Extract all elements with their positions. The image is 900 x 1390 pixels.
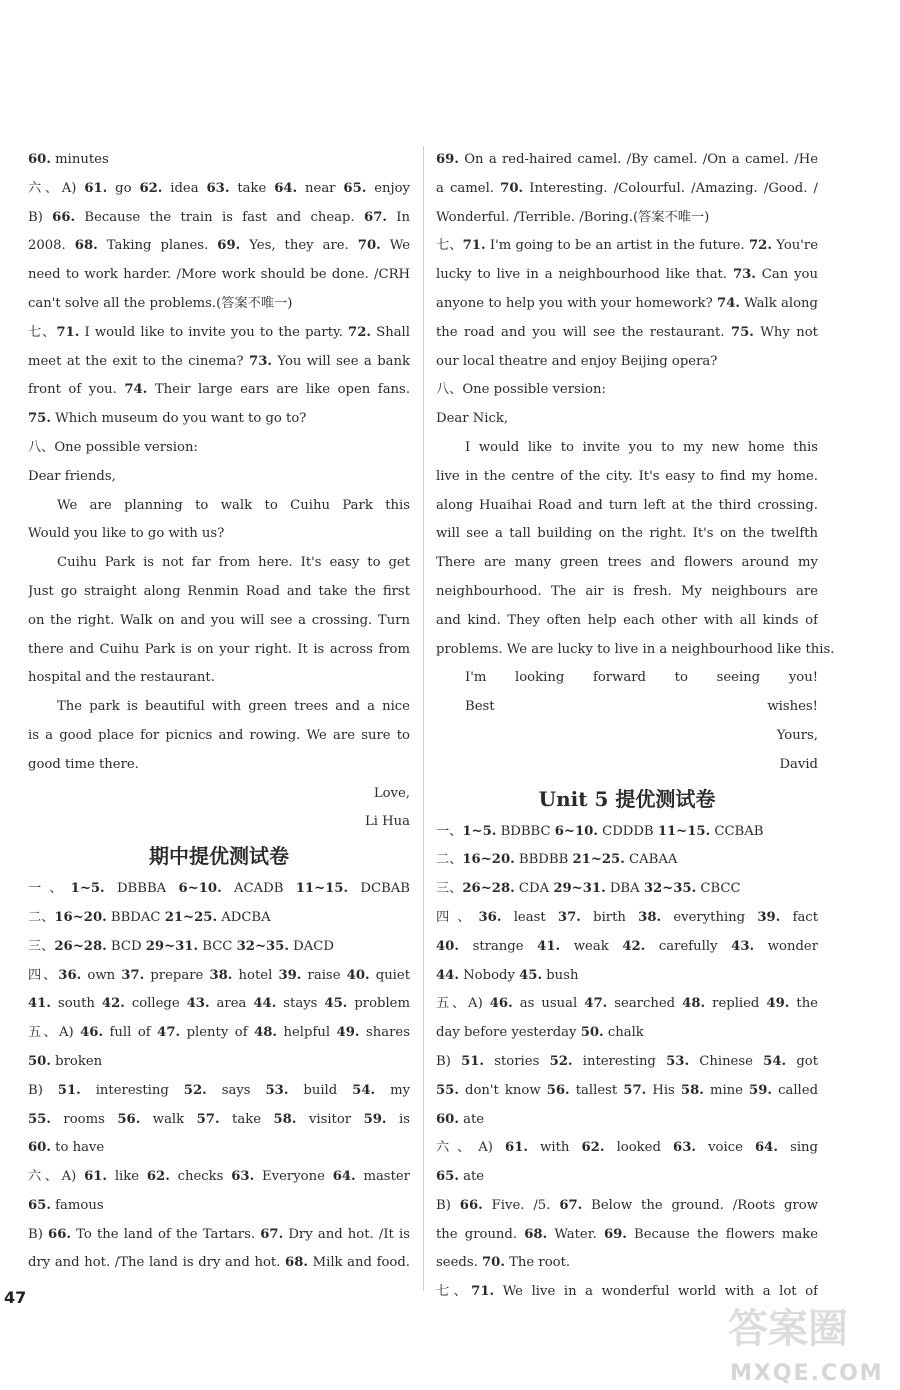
text-line: 41. south 42. college 43. area 44. stays 45. problem <box>28 996 410 1012</box>
left-answers-midterm <box>28 875 410 1278</box>
text-line: dry and hot. /The land is dry and hot. 68. Milk and food. <box>28 1255 410 1271</box>
text-line: our local theatre and enjoy Beijing opera? <box>436 353 718 369</box>
text-line: 一、1~5. BDBBC 6~10. CDDDB 11~15. CCBAB <box>436 823 764 839</box>
text-line: 二、16~20. BBDBB 21~25. CABAA <box>436 852 678 868</box>
text-line: can't solve all the problems.(答案不唯一) <box>28 295 293 311</box>
text-line: 六、A) 61. go 62. idea 63. take 64. near 65. enjoy <box>28 180 410 196</box>
text-line: 五、A) 46. as usual 47. searched 48. replied 49. the <box>436 996 818 1012</box>
text-line: B) 66. Because the train is fast and cheap. 67. In <box>28 209 410 225</box>
text-line: anyone to help you with your homework? 74. Walk along <box>436 295 818 311</box>
text-line: The park is beautiful with green trees and a nice <box>57 699 410 715</box>
left-answers-top <box>28 146 410 837</box>
text-line: 55. rooms 56. walk 57. take 58. visitor 59. is <box>28 1111 410 1127</box>
text-line: 65. famous <box>28 1197 104 1213</box>
text-line: 八、One possible version: <box>28 439 198 455</box>
section-title-midterm: 期中提优测试卷 <box>149 844 289 869</box>
text-line: I would like to invite you to my new home this <box>465 439 818 455</box>
text-line: along Huaihai Road and turn left at the third crossing. <box>436 497 818 513</box>
text-line: is a good place for picnics and rowing. We are sure to <box>28 727 410 743</box>
text-line: B) 51. interesting 52. says 53. build 54. my <box>28 1082 410 1098</box>
text-line: Best wishes! <box>465 699 818 715</box>
text-line: 七、71. I would like to invite you to the party. 72. Shall <box>28 324 410 340</box>
text-line: 七、71. I'm going to be an artist in the future. 72. You're <box>436 238 818 254</box>
text-line: 55. don't know 56. tallest 57. His 58. mine 59. called <box>436 1082 818 1098</box>
text-line: 44. Nobody 45. bush <box>436 967 579 983</box>
watermark-logo <box>726 1302 896 1386</box>
text-line: 60. minutes <box>28 152 109 167</box>
text-line: the road and you will see the restaurant. 75. Why not <box>436 324 818 340</box>
text-line: 四、36. least 37. birth 38. everything 39. fact <box>436 909 818 925</box>
text-line: 75. Which museum do you want to go to? <box>28 411 307 427</box>
text-line: lucky to live in a neighbourhood like that. 73. Can you <box>436 267 818 283</box>
text-line: 60. to have <box>28 1140 105 1156</box>
text-line: 40. strange 41. weak 42. carefully 43. wonder <box>436 938 818 954</box>
text-line: need to work harder. /More work should be done. /CRH <box>28 267 410 283</box>
text-line: 69. On a red-haired camel. /By camel. /On a camel. /He <box>436 152 818 167</box>
text-line: problems. We are lucky to live in a neighbourhood like this. <box>436 641 835 657</box>
text-line: hospital and the restaurant. <box>28 670 215 686</box>
text-line: 四、36. own 37. prepare 38. hotel 39. raise 40. quiet <box>28 967 410 983</box>
text-line: 六、A) 61. like 62. checks 63. Everyone 64. master <box>28 1169 410 1185</box>
watermark-text: 答案圈 <box>728 1306 848 1352</box>
text-line: B) 51. stories 52. interesting 53. Chinese 54. got <box>436 1053 818 1069</box>
text-line: front of you. 74. Their large ears are like open fans. <box>28 382 410 398</box>
text-line: 一、1~5. DBBBA 6~10. ACADB 11~15. DCBAB <box>28 881 410 897</box>
section-title-unit5: Unit 5 提优测试卷 <box>538 786 716 811</box>
left-column <box>28 146 410 1278</box>
page-number: 47 <box>4 1288 27 1307</box>
text-line: 五、A) 46. full of 47. plenty of 48. helpful 49. shares <box>28 1025 410 1041</box>
right-answers-top <box>436 146 835 780</box>
text-line: B) 66. Five. /5. 67. Below the ground. /Roots grow <box>436 1197 818 1213</box>
text-line: will see a tall building on the right. It's on the twelfth <box>436 526 818 542</box>
text-line: day before yesterday 50. chalk <box>436 1025 644 1041</box>
text-line: B) 66. To the land of the Tartars. 67. Dry and hot. /It is <box>28 1226 410 1242</box>
text-line: good time there. <box>28 756 139 772</box>
text-line: Yours, <box>776 727 818 743</box>
text-line: Li Hua <box>364 814 410 830</box>
text-line: We are planning to walk to Cuihu Park this <box>57 497 410 513</box>
text-line: Love, <box>373 785 410 801</box>
right-answers-unit5 <box>436 818 818 1308</box>
text-line: a camel. 70. Interesting. /Colourful. /Amazing. /Good. / <box>436 180 818 196</box>
text-line: seeds. 70. The root. <box>436 1255 571 1271</box>
text-line: Wonderful. /Terrible. /Boring.(答案不唯一) <box>436 209 710 225</box>
text-line: Would you like to go with us? <box>28 526 225 542</box>
text-line: David <box>779 756 818 772</box>
text-line: neighbourhood. The air is fresh. My neighbours are <box>436 583 818 599</box>
text-line: Just go straight along Renmin Road and take the first <box>28 583 410 599</box>
text-line: 50. broken <box>28 1053 103 1069</box>
right-column <box>436 146 835 1307</box>
text-line: and kind. They often help each other with all kinds of <box>436 612 818 628</box>
column-divider <box>423 146 424 1291</box>
text-line: live in the centre of the city. It's easy to find my home. <box>436 468 818 484</box>
text-line: the ground. 68. Water. 69. Because the flowers make <box>436 1226 818 1242</box>
text-line: Dear friends, <box>28 468 116 484</box>
watermark-url: MXQE.COM <box>730 1361 884 1386</box>
text-line: 三、26~28. CDA 29~31. DBA 32~35. CBCC <box>436 881 741 897</box>
text-line: Cuihu Park is not far from here. It's easy to get <box>57 555 410 571</box>
text-line: I'm looking forward to seeing you! <box>465 670 818 686</box>
text-line: there and Cuihu Park is on your right. It is across from <box>28 641 410 657</box>
text-line: There are many green trees and flowers around my <box>436 555 818 571</box>
text-line: 八、One possible version: <box>436 382 606 398</box>
text-line: meet at the exit to the cinema? 73. You will see a bank <box>28 353 410 369</box>
text-line: Dear Nick, <box>436 411 509 427</box>
text-line: 三、26~28. BCD 29~31. BCC 32~35. DACD <box>28 938 334 954</box>
text-line: on the right. Walk on and you will see a crossing. Turn <box>28 612 410 628</box>
text-line: 65. ate <box>436 1169 485 1185</box>
text-line: 2008. 68. Taking planes. 69. Yes, they are. 70. We <box>28 238 410 254</box>
text-line: 二、16~20. BBDAC 21~25. ADCBA <box>28 909 271 925</box>
text-line: 七、71. We live in a wonderful world with a lot of <box>436 1284 818 1300</box>
text-line: 六、A) 61. with 62. looked 63. voice 64. sing <box>436 1140 818 1156</box>
text-line: 60. ate <box>436 1111 485 1127</box>
